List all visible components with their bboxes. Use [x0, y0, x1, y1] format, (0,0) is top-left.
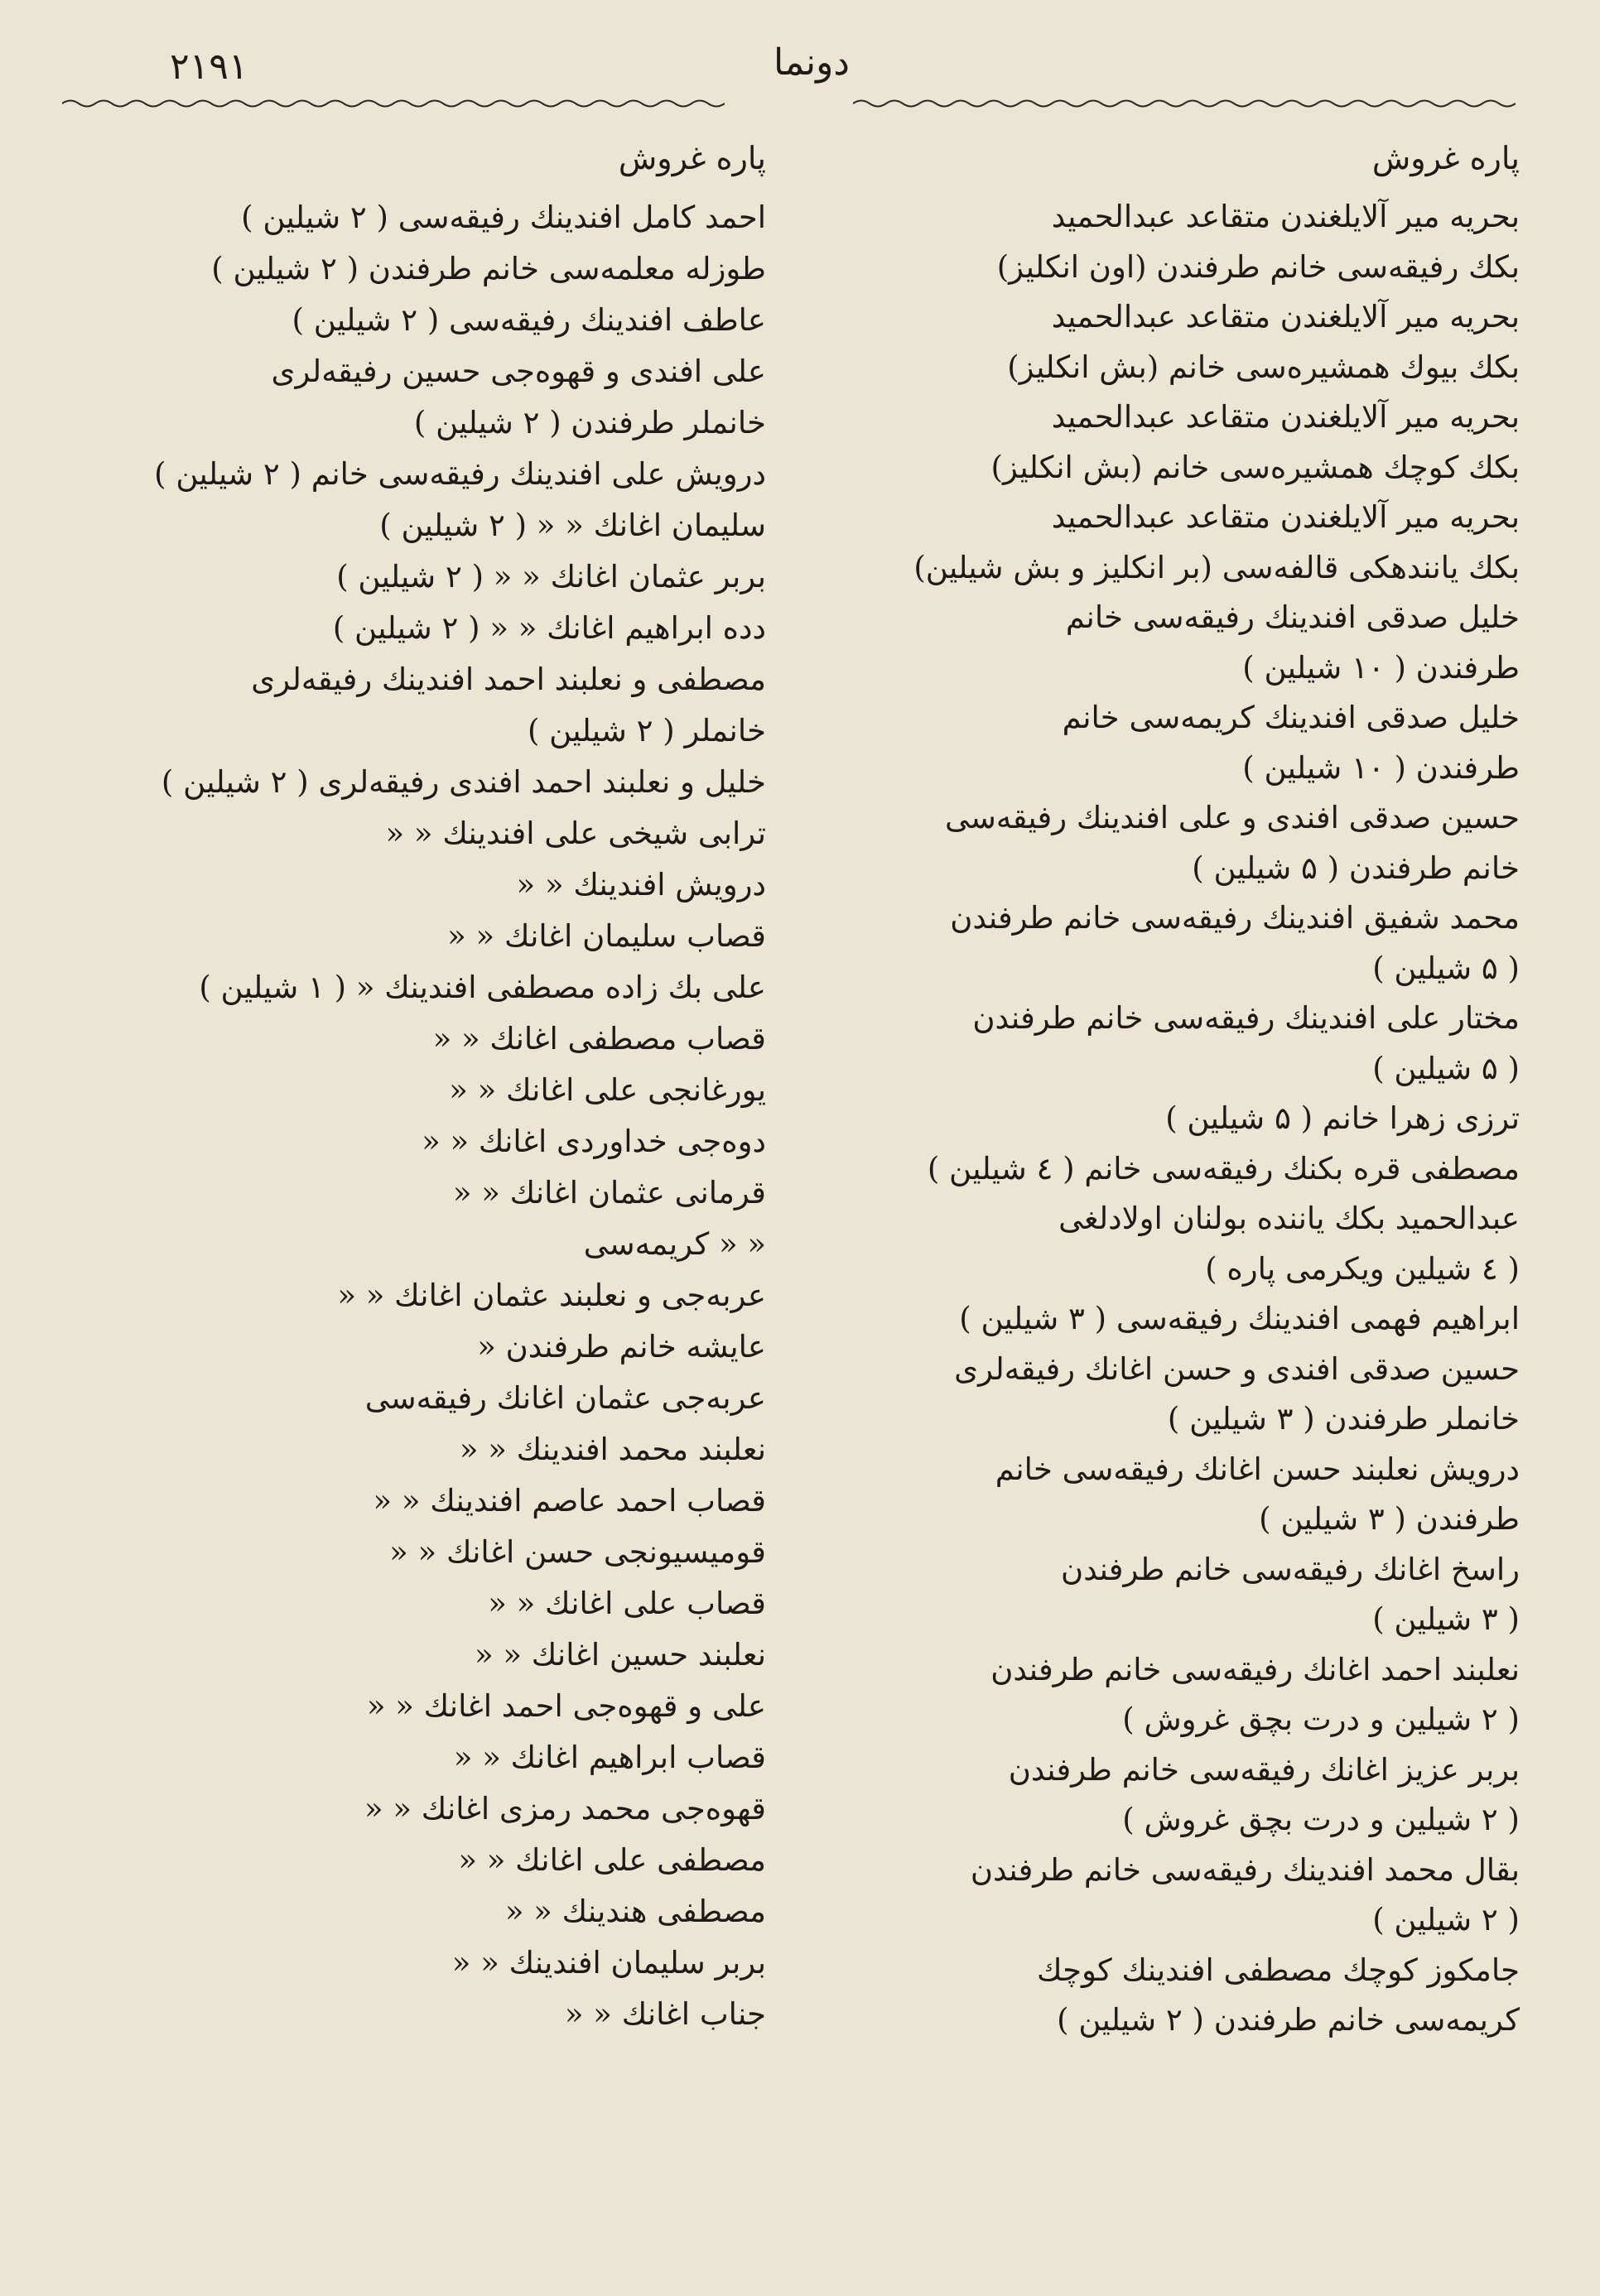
right-column: [803, 132, 1520, 2046]
list-item: درویش علی افندینك رفیقه‌سی خانم ( ۲ شیلین ): [154, 456, 766, 492]
list-item: ( ۵ شیلین ): [1372, 1050, 1520, 1086]
left-column: [62, 132, 766, 2040]
list-item: ( ۳ شیلین ): [1372, 1601, 1520, 1637]
list-item: خلیل صدقی افندینك رفیقه‌سی خانم: [1065, 599, 1520, 635]
list-item: مصطفی و نعلبند احمد افندینك رفیقه‌لری: [251, 662, 766, 697]
list-item: خلیل صدقی افندینك کریمه‌سی خانم: [1062, 700, 1520, 735]
list-item: یورغانجی علی اغانك « «: [449, 1072, 766, 1108]
list-item: ( ۲ شیلین و درت بچق غروش ): [1122, 1802, 1520, 1837]
list-item: طرفندن ( ۱۰ شیلین ): [1242, 649, 1520, 686]
list-item: طوزله معلمه‌سی خانم طرفندن ( ۲ شیلین ): [211, 251, 766, 286]
list-item: حسین صدقی افندی و حسن اغانك رفیقه‌لری: [954, 1350, 1520, 1387]
list-item: جامکوز کوچك مصطفی افندینك کوچك: [1036, 1952, 1520, 1988]
list-item: عبدالحمید بکك یاننده بولنان اولادلغی: [1058, 1201, 1520, 1236]
list-item: قومیسیونجی حسن اغانك « «: [389, 1534, 766, 1570]
list-item: قصاب مصطفی اغانك « «: [432, 1021, 766, 1057]
list-item: ابراهیم فهمی افندینك رفیقه‌سی ( ۳ شیلین ): [959, 1301, 1520, 1336]
list-item: عایشه خانم طرفندن «: [477, 1329, 766, 1365]
right-column-entries: [803, 192, 1520, 2046]
list-item: عربه‌جی عثمان اغانك رفیقه‌سی: [364, 1380, 766, 1416]
list-item: مصطفی هندینك « «: [504, 1894, 766, 1929]
list-item: ( ۵ شیلین ): [1372, 950, 1520, 986]
header-rule-right: [853, 98, 1516, 109]
list-item: عاطف افندینك رفیقه‌سی ( ۲ شیلین ): [292, 302, 766, 338]
left-column-entries: [62, 192, 766, 2040]
header-rule-left: [62, 98, 725, 109]
list-item: دوه‌جی خداوردی اغانك « «: [422, 1124, 766, 1159]
list-item: جناب اغانك « «: [564, 1996, 766, 2032]
list-item: طرفندن ( ۱۰ شیلین ): [1242, 749, 1520, 786]
list-item: ( ۲ شیلین ): [1372, 1902, 1520, 1937]
list-item: محمد شفیق افندینك رفیقه‌سی خانم طرفندن: [950, 900, 1520, 936]
list-item: دده ابراهیم اغانك « « ( ۲ شیلین ): [332, 610, 766, 646]
list-item: خانم طرفندن ( ۵ شیلین ): [1192, 850, 1520, 886]
list-item: درویش نعلبند حسن اغانك رفیقه‌سی خانم: [995, 1451, 1520, 1487]
list-item: بکك یانندهکی قالفه‌سی (بر انکلیز و بش شیلین): [913, 549, 1520, 585]
list-item: « « کریمه‌سی: [583, 1226, 766, 1262]
list-item: مصطفی قره بکنك رفیقه‌سی خانم ( ٤ شیلین ): [927, 1150, 1520, 1187]
list-item: مختار علی افندینك رفیقه‌سی خانم طرفندن: [972, 1000, 1520, 1036]
list-item: خانملر ( ۲ شیلین ): [527, 713, 766, 748]
left-column-header: پاره غروش: [618, 140, 766, 176]
list-item: بحریه میر آلایلغندن متقاعد عبدالحمید: [1051, 299, 1520, 335]
list-item: کریمه‌سی خانم طرفندن ( ۲ شیلین ): [1057, 2002, 1520, 2038]
list-item: طرفندن ( ۳ شیلین ): [1259, 1501, 1520, 1537]
list-item: خانملر طرفندن ( ۲ شیلین ): [413, 405, 766, 440]
page-number: ۲۱۹۱: [170, 46, 248, 88]
list-item: بکك بیوك همشیره‌سی خانم (بش انکلیز): [1007, 349, 1520, 385]
list-item: نعلبند احمد اغانك رفیقه‌سی خانم طرفندن: [990, 1651, 1520, 1687]
list-item: عربه‌جی و نعلبند عثمان اغانك « «: [337, 1278, 766, 1313]
list-item: نعلبند حسین اغانك « «: [474, 1637, 766, 1673]
list-item: ( ٤ شیلین ویکرمی پاره ): [1205, 1250, 1520, 1287]
list-item: نعلبند محمد افندینك « «: [459, 1432, 766, 1467]
list-item: قهوه‌جی محمد رمزی اغانك « «: [364, 1791, 766, 1827]
list-item: بحریه میر آلایلغندن متقاعد عبدالحمید: [1051, 199, 1520, 234]
list-item: خانملر طرفندن ( ۳ شیلین ): [1167, 1401, 1520, 1437]
list-item: علی و قهوه‌جی احمد اغانك « «: [366, 1688, 766, 1724]
list-item: بکك کوچك همشیره‌سی خانم (بش انکلیز): [990, 449, 1520, 485]
list-item: درویش افندینك « «: [516, 867, 766, 903]
list-item: راسخ اغانك رفیقه‌سی خانم طرفندن: [1061, 1551, 1520, 1587]
list-item: بحریه میر آلایلغندن متقاعد عبدالحمید: [1051, 399, 1520, 435]
list-item: حسین صدقی افندی و علی افندینك رفیقه‌سی: [944, 800, 1520, 835]
list-item: بحریه میر آلایلغندن متقاعد عبدالحمید: [1051, 499, 1520, 535]
list-item: بربر عزیز اغانك رفیقه‌سی خانم طرفندن: [1008, 1751, 1520, 1788]
running-title: دونما: [773, 41, 850, 84]
list-item: مصطفی علی اغانك « «: [458, 1842, 766, 1878]
list-item: سلیمان اغانك « « ( ۲ شیلین ): [379, 508, 766, 543]
list-item: علی بك زاده مصطفی افندینك « ( ۱ شیلین ): [199, 970, 766, 1005]
list-item: ترابی شیخی علی افندینك « «: [385, 816, 766, 851]
list-item: بربر سلیمان افندینك « «: [451, 1945, 766, 1981]
list-item: قرمانی عثمان اغانك « «: [452, 1175, 766, 1211]
list-item: قصاب علی اغانك « «: [488, 1586, 766, 1621]
list-item: بکك رفیقه‌سی خانم طرفندن (اون انکلیز): [996, 248, 1520, 285]
list-item: ترزی زهرا خانم ( ۵ شیلین ): [1165, 1100, 1520, 1136]
right-column-header: پاره غروش: [1371, 140, 1520, 176]
list-item: بقال محمد افندینك رفیقه‌سی خانم طرفندن: [970, 1851, 1520, 1888]
list-item: علی افندی و قهوه‌جی حسین رفیقه‌لری: [271, 354, 766, 389]
list-item: ( ۲ شیلین و درت بچق غروش ): [1122, 1702, 1520, 1737]
list-item: خلیل و نعلبند احمد افندی رفیقه‌لری ( ۲ شیلین ): [161, 764, 766, 800]
list-item: قصاب احمد عاصم افندینك « «: [373, 1483, 766, 1519]
list-item: احمد کامل افندینك رفیقه‌سی ( ۲ شیلین ): [241, 200, 766, 235]
list-item: قصاب سلیمان اغانك « «: [447, 918, 766, 954]
list-item: بربر عثمان اغانك « « ( ۲ شیلین ): [336, 559, 766, 594]
list-item: قصاب ابراهیم اغانك « «: [453, 1740, 766, 1775]
